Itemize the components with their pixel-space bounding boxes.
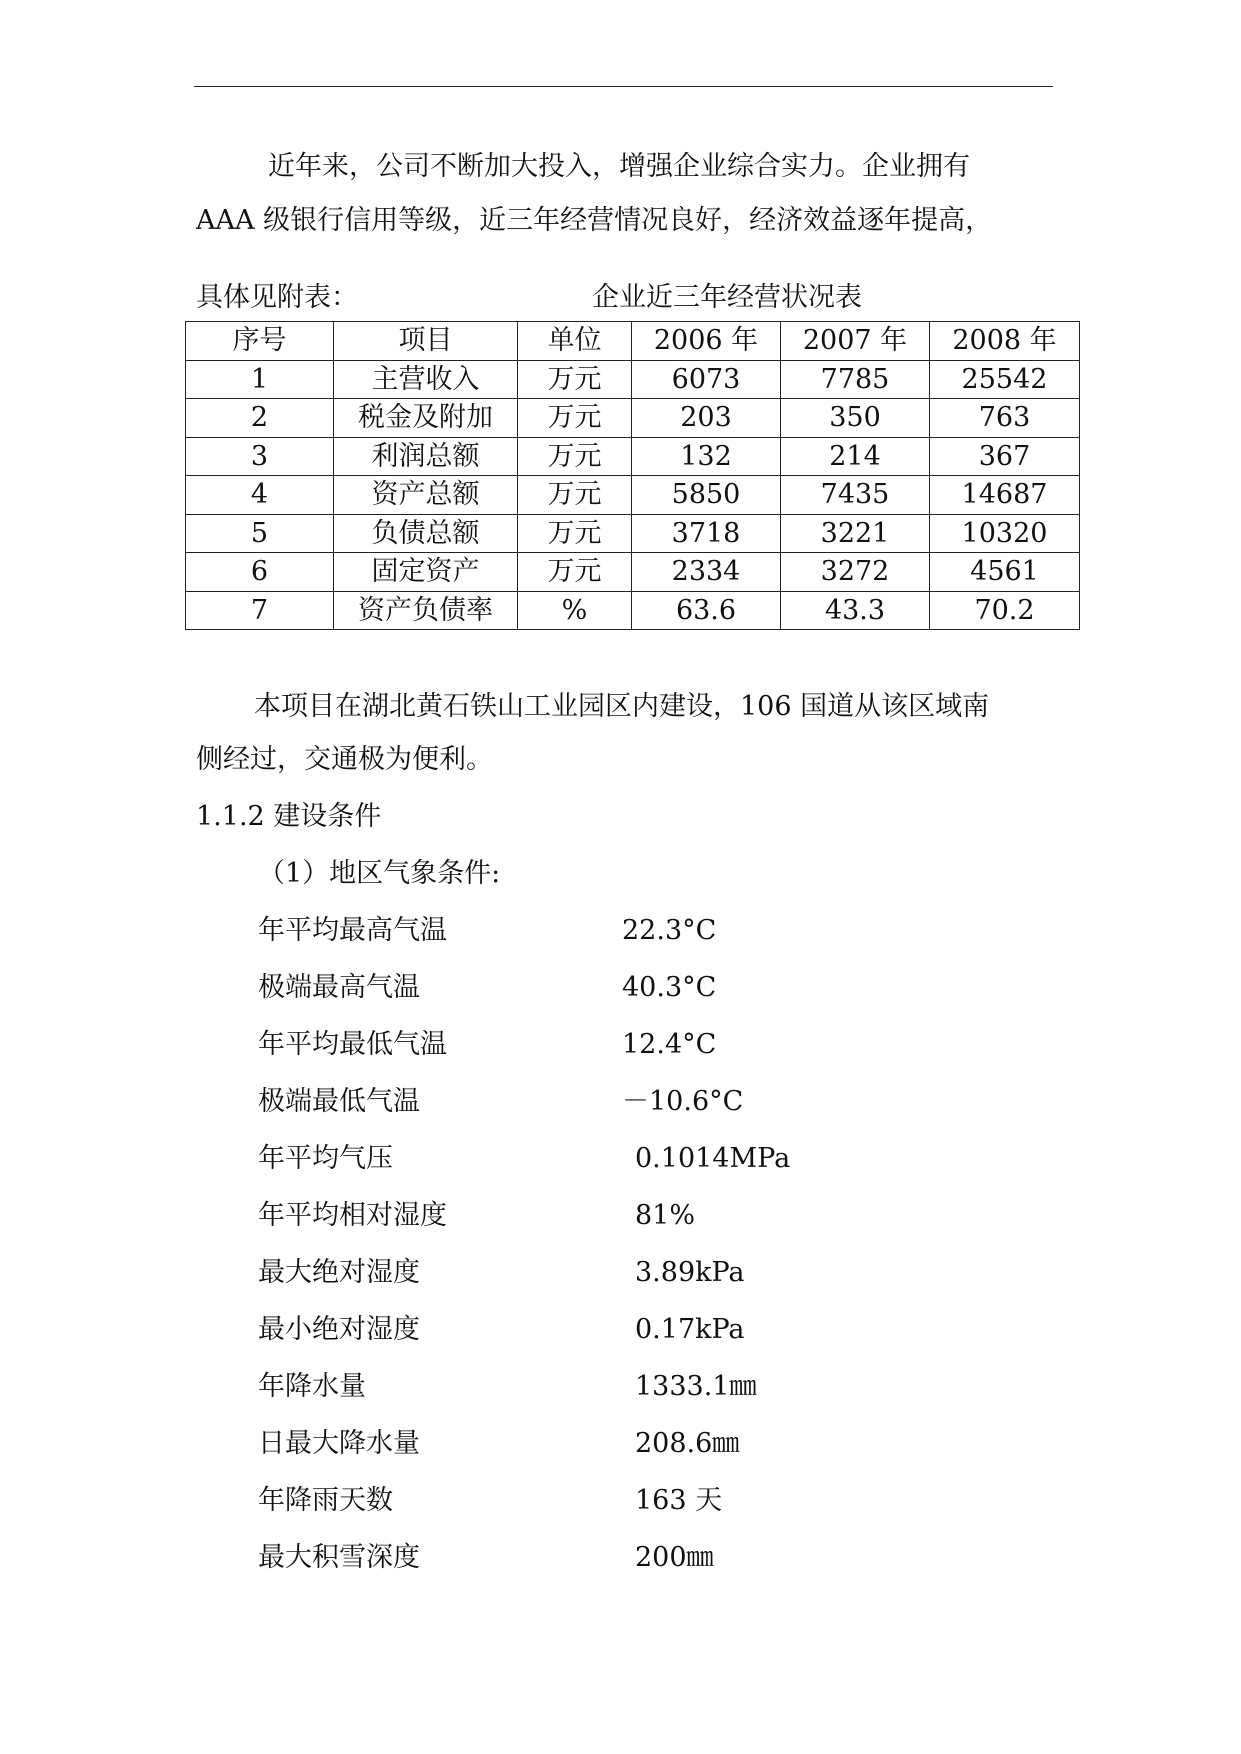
climate-value: 3.89kPa	[635, 1257, 745, 1288]
climate-value: 1333.1㎜	[635, 1371, 757, 1402]
table-cell: 万元	[518, 399, 632, 438]
table-cell: 3718	[632, 514, 781, 553]
climate-value: －10.6°C	[622, 1086, 744, 1117]
table-cell: 43.3	[781, 591, 930, 630]
climate-value: 22.3°C	[622, 915, 717, 946]
paragraph1-line3: 具体见附表：	[196, 282, 358, 313]
climate-label: 年降雨天数	[258, 1485, 393, 1516]
section-heading: 1.1.2 建设条件	[196, 801, 382, 832]
header-cell: 2006 年	[632, 322, 781, 361]
table-row	[186, 399, 1080, 438]
table-cell: 2	[186, 399, 334, 438]
table-row	[186, 476, 1080, 515]
paragraph1-line1: 近年来，公司不断加大投入，增强企业综合实力。企业拥有	[268, 151, 970, 182]
table-cell: 4561	[930, 553, 1080, 592]
section-subheading: （1）地区气象条件:	[258, 858, 501, 889]
table-cell: 万元	[518, 553, 632, 592]
table-title: 企业近三年经营状况表	[592, 282, 862, 313]
table-cell: 7435	[781, 476, 930, 515]
table-cell: %	[518, 591, 632, 630]
header-cell: 单位	[518, 322, 632, 361]
climate-label: 极端最低气温	[258, 1086, 420, 1117]
table-cell: 367	[930, 437, 1080, 476]
table-cell: 资产负债率	[334, 591, 518, 630]
table-cell: 万元	[518, 360, 632, 399]
table-cell: 2334	[632, 553, 781, 592]
climate-value: 12.4°C	[622, 1029, 717, 1060]
table-cell: 3272	[781, 553, 930, 592]
climate-value: 163 天	[635, 1485, 723, 1516]
table-cell: 3221	[781, 514, 930, 553]
climate-label: 年平均气压	[258, 1143, 393, 1174]
table-cell: 70.2	[930, 591, 1080, 630]
climate-value: 0.17kPa	[635, 1314, 745, 1345]
climate-value: 208.6㎜	[635, 1428, 740, 1459]
table-cell: 万元	[518, 437, 632, 476]
table-cell: 5	[186, 514, 334, 553]
table-cell: 63.6	[632, 591, 781, 630]
table-row	[186, 437, 1080, 476]
table-cell: 14687	[930, 476, 1080, 515]
climate-value: 40.3°C	[622, 972, 717, 1003]
table-cell: 3	[186, 437, 334, 476]
table-cell: 1	[186, 360, 334, 399]
table-cell: 万元	[518, 514, 632, 553]
table-cell: 7785	[781, 360, 930, 399]
table-cell: 763	[930, 399, 1080, 438]
climate-label: 极端最高气温	[258, 972, 420, 1003]
table-cell: 利润总额	[334, 437, 518, 476]
table-cell: 万元	[518, 476, 632, 515]
paragraph2-line2: 侧经过，交通极为便利。	[196, 744, 493, 775]
climate-value: 0.1014MPa	[635, 1143, 791, 1174]
table-cell: 132	[632, 437, 781, 476]
table-row	[186, 514, 1080, 553]
table-cell: 25542	[930, 360, 1080, 399]
table-header-row	[186, 322, 1080, 361]
climate-value: 81%	[635, 1200, 696, 1231]
climate-label: 最小绝对湿度	[258, 1314, 420, 1345]
paragraph2-line1: 本项目在湖北黄石铁山工业园区内建设，106 国道从该区域南	[254, 691, 990, 722]
table-cell: 214	[781, 437, 930, 476]
table-cell: 203	[632, 399, 781, 438]
climate-label: 年平均最高气温	[258, 915, 447, 946]
table-cell: 7	[186, 591, 334, 630]
table-cell: 6	[186, 553, 334, 592]
table-cell: 资产总额	[334, 476, 518, 515]
table-row	[186, 591, 1080, 630]
table-cell: 税金及附加	[334, 399, 518, 438]
table-cell: 固定资产	[334, 553, 518, 592]
table-row	[186, 553, 1080, 592]
paragraph1-line2: AAA 级银行信用等级，近三年经营情况良好，经济效益逐年提高，	[196, 205, 993, 236]
climate-label: 最大积雪深度	[258, 1542, 420, 1573]
header-rule	[194, 86, 1053, 87]
climate-label: 年平均相对湿度	[258, 1200, 447, 1231]
table-cell: 负债总额	[334, 514, 518, 553]
climate-label: 最大绝对湿度	[258, 1257, 420, 1288]
table-cell: 主营收入	[334, 360, 518, 399]
table-cell: 10320	[930, 514, 1080, 553]
operations-table	[185, 321, 1080, 630]
climate-label: 年降水量	[258, 1371, 366, 1402]
climate-value: 200㎜	[635, 1542, 714, 1573]
table-cell: 5850	[632, 476, 781, 515]
table-cell: 4	[186, 476, 334, 515]
table-cell: 350	[781, 399, 930, 438]
header-cell: 2008 年	[930, 322, 1080, 361]
header-cell: 项目	[334, 322, 518, 361]
header-cell: 序号	[186, 322, 334, 361]
climate-label: 日最大降水量	[258, 1428, 420, 1459]
table-row	[186, 360, 1080, 399]
header-cell: 2007 年	[781, 322, 930, 361]
table-cell: 6073	[632, 360, 781, 399]
climate-label: 年平均最低气温	[258, 1029, 447, 1060]
